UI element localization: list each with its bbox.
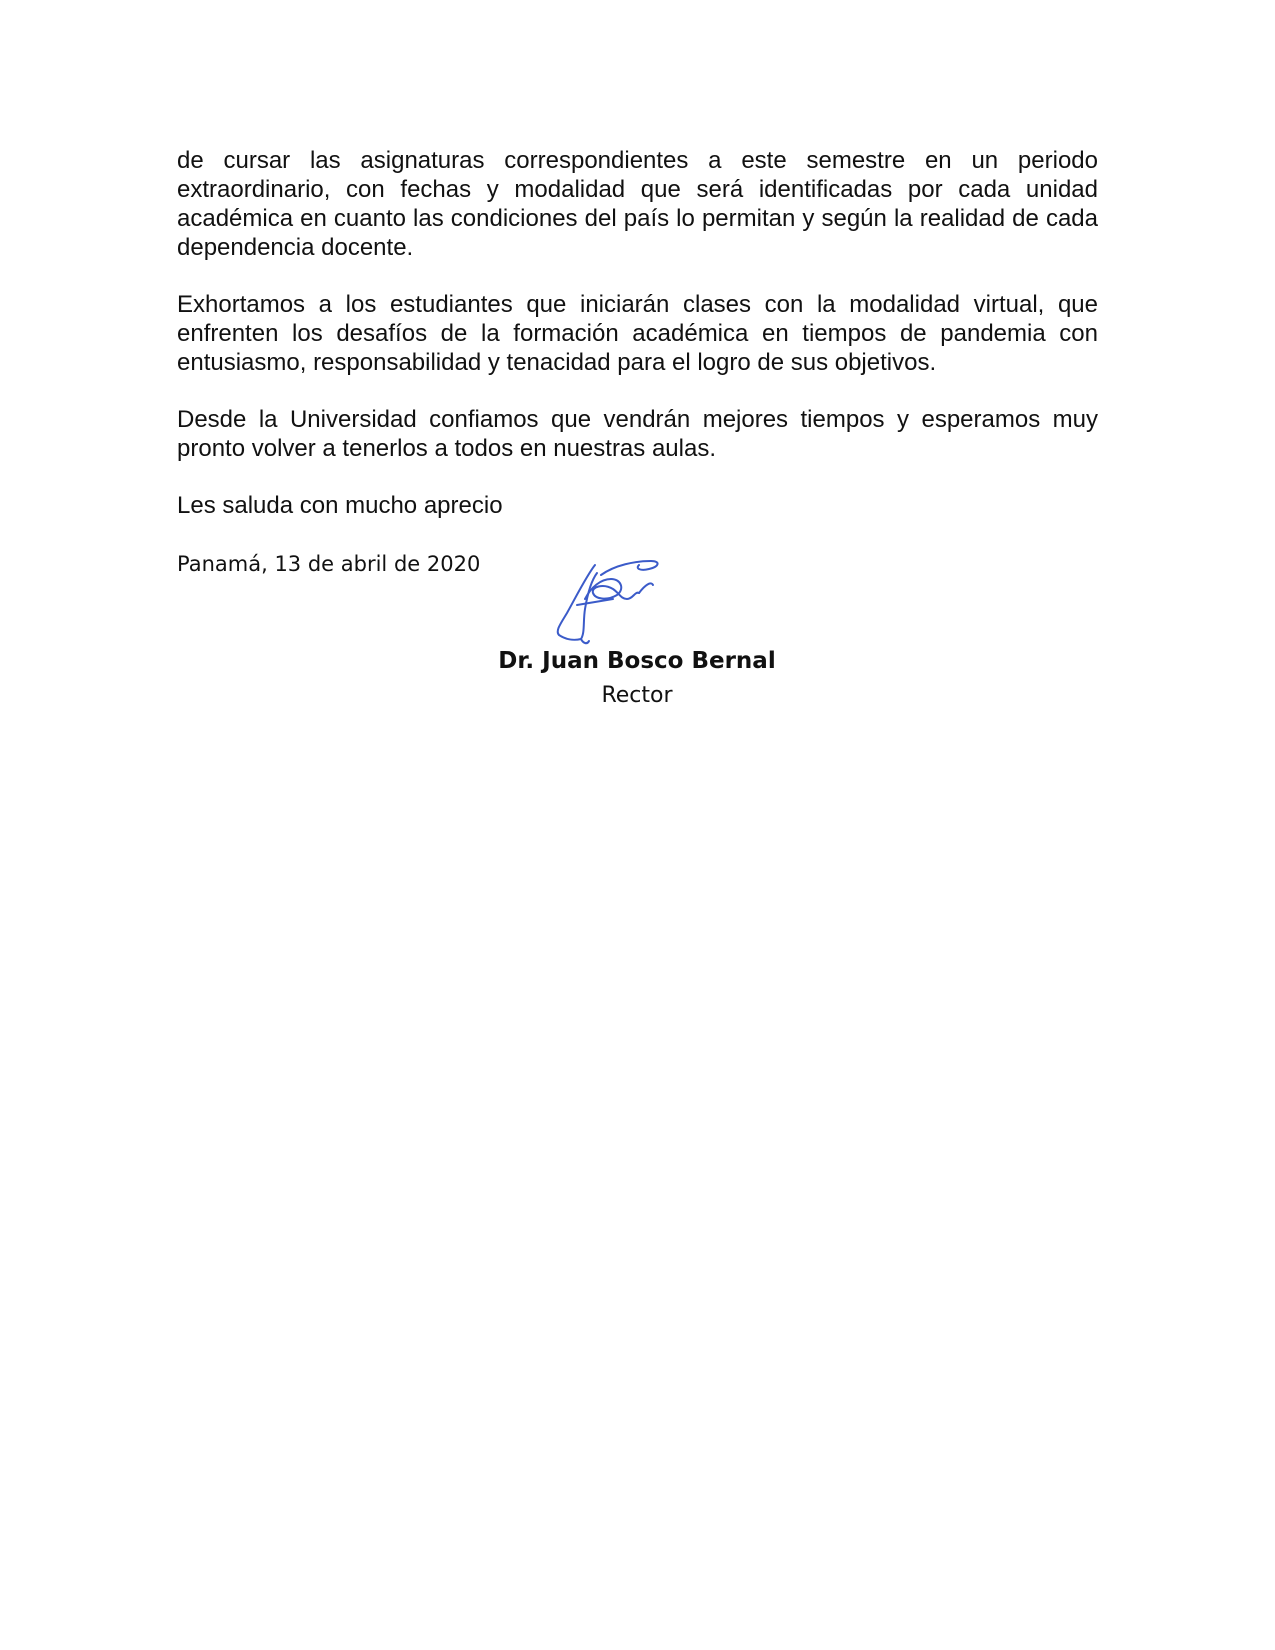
- signer-title: Rector: [601, 683, 673, 708]
- closing-salutation: Les saluda con mucho aprecio: [177, 492, 503, 519]
- paragraph-exhortation: Exhortamos a los estudiantes que iniciarán clases con la modalidad virtual, que enfrenten los desafíos de la formación académica en tiempos de pandemia con entusiasmo, responsabilidad y tenacidad para el logro de sus objetivos.: [177, 291, 1098, 376]
- letter-body: [177, 146, 1098, 548]
- paragraph-university-hope: Desde la Universidad confiamos que vendrán mejores tiempos y esperamos muy pronto volver a tenerlos a todos en nuestras aulas.: [177, 406, 1098, 462]
- handwritten-signature: [555, 555, 675, 647]
- letter-date: Panamá, 13 de abril de 2020: [177, 552, 481, 576]
- paragraph-continuation: de cursar las asignaturas correspondientes a este semestre en un periodo extraordinario, con fechas y modalidad que será identificadas por cada unidad académica en cuanto las condiciones del país lo permitan y según la realidad de cada dependencia docente.: [177, 147, 1098, 261]
- signer-name: Dr. Juan Bosco Bernal: [498, 648, 776, 674]
- signer-block: [437, 646, 837, 711]
